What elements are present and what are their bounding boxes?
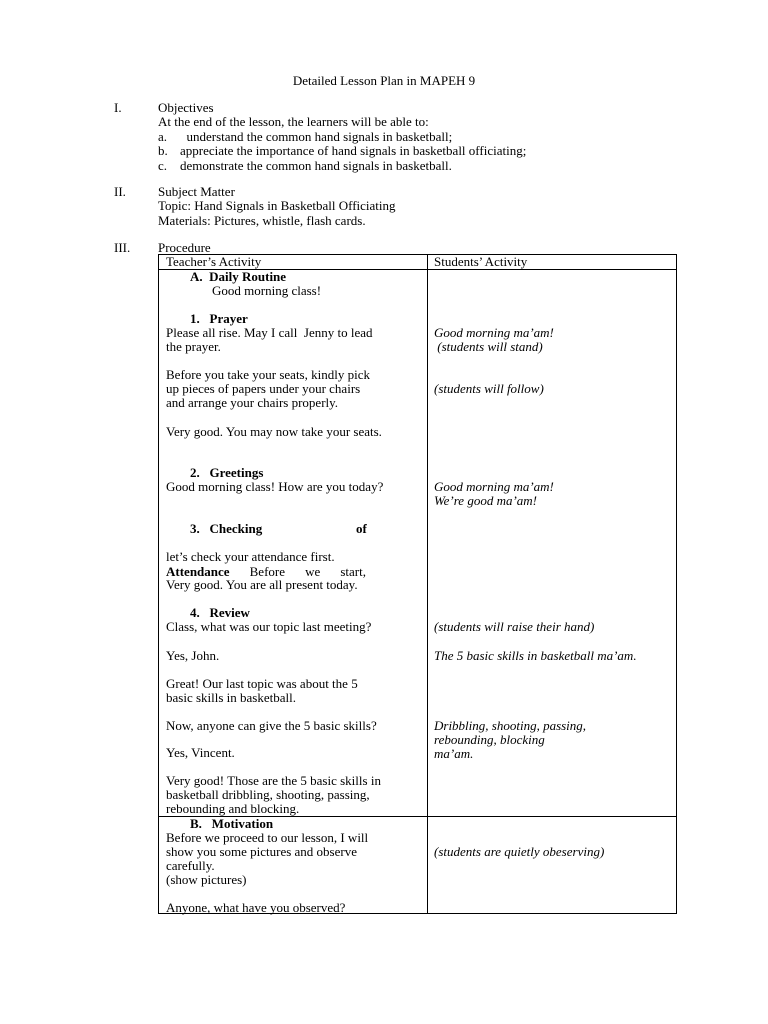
student-response: (students will follow) [434,381,544,396]
greetings-heading: 2. Greetings [190,465,264,480]
daily-routine-heading: A. Daily Routine [190,269,287,284]
review-heading: 4. Review [190,605,250,620]
teacher-line: Yes, Vincent. [166,745,235,760]
teacher-line: Class, what was our topic last meeting? [166,619,372,634]
attendance-word: Attendance [166,563,230,579]
objective-item [158,130,718,144]
column-divider [427,255,428,913]
teacher-line: rebounding and blocking. [166,801,300,816]
procedure-table [158,254,677,914]
section-objectives [158,101,718,173]
objective-item [158,159,718,173]
student-response: (students will stand) [434,339,543,354]
attendance-word: Before [249,563,285,579]
student-response: The 5 basic skills in basketball ma’am. [434,648,637,663]
student-response: (students will raise their hand) [434,619,595,634]
student-response: Good morning ma’am! [434,479,554,494]
attendance-word: we [305,563,321,579]
objective-letter: b. [158,143,168,159]
teacher-line: Very good. You may now take your seats. [166,424,382,439]
teacher-line: Please all rise. May I call Jenny to lead [166,325,373,340]
objective-letter: c. [158,157,168,173]
teacher-line: Anyone, what have you observed? [166,900,346,915]
teacher-line: (show pictures) [166,872,247,887]
teacher-line: show you some pictures and observe [166,844,357,859]
teacher-line: Yes, John. [166,648,220,663]
student-response: ma’am. [434,746,474,761]
teacher-line: Now, anyone can give the 5 basic skills? [166,718,377,733]
objective-text: demonstrate the common hand signals in basketball. [180,157,452,173]
teacher-line: Very good! Those are the 5 basic skills in [166,773,381,788]
section-subject-matter [158,185,718,228]
objective-text: understand the common hand signals in basketball; [180,128,453,144]
prayer-heading: 1. Prayer [190,311,248,326]
student-response: (students are quietly obeserving) [434,844,605,859]
student-response: Good morning ma’am! [434,325,554,340]
section-three-numeral: III. [114,240,131,255]
attendance-heading-word: 3. Checking [190,521,263,536]
attendance-heading-word: of [356,521,367,536]
student-response: We’re good ma’am! [434,493,538,508]
teacher-activity-header: Teacher’s Activity [166,254,262,269]
teacher-line: carefully. [166,858,215,873]
teacher-line: Before we proceed to our lesson, I will [166,830,369,845]
procedure-heading: Procedure [158,240,211,255]
document-title: Detailed Lesson Plan in MAPEH 9 [292,73,476,88]
student-response: Dribbling, shooting, passing, [434,718,587,733]
section-two-numeral: II. [114,184,126,199]
teacher-line: basketball dribbling, shooting, passing, [166,787,370,802]
students-activity-header: Students’ Activity [434,254,528,269]
teacher-line: Great! Our last topic was about the 5 [166,676,358,691]
teacher-greeting-line: Good morning class! [212,283,322,298]
objective-item [158,144,718,158]
attendance-word: start, [340,563,366,579]
teacher-line: up pieces of papers under your chairs [166,381,361,396]
teacher-line: the prayer. [166,339,221,354]
objective-text: appreciate the importance of hand signals in basketball officiating; [180,143,527,159]
attendance-line [166,536,366,608]
objectives-intro: At the end of the lesson, the learners will be able to: [158,114,429,130]
teacher-line: Before you take your seats, kindly pick [166,367,370,382]
teacher-line: Very good. You are all present today. [166,577,358,592]
objectives-heading: Objectives [158,100,214,115]
teacher-line: and arrange your chairs properly. [166,395,339,410]
teacher-line: Good morning class! How are you today? [166,479,384,494]
motivation-heading: B. Motivation [190,816,274,831]
subject-materials: Materials: Pictures, whistle, flash cards. [158,212,366,228]
objective-letter: a. [158,128,168,144]
subject-matter-heading: Subject Matter [158,184,235,199]
student-response: rebounding, blocking [434,732,545,747]
section-one-numeral: I. [114,100,122,115]
subject-topic: Topic: Hand Signals in Basketball Officiating [158,198,396,214]
teacher-line: let’s check your attendance first. [166,549,335,564]
teacher-line: basic skills in basketball. [166,690,296,705]
